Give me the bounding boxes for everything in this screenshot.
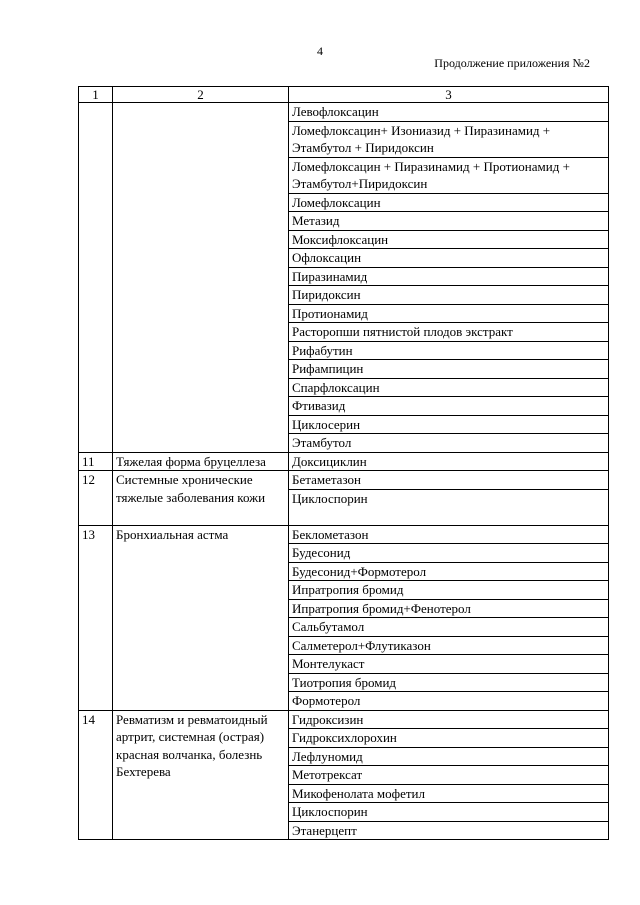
drug-cell: Гидроксизин — [289, 710, 609, 729]
header-row — [79, 87, 609, 103]
table-row — [79, 471, 609, 490]
table-row — [79, 452, 609, 471]
drug-cell: Формотерол — [289, 692, 609, 711]
drug-cell: Этанерцепт — [289, 821, 609, 840]
table-header — [79, 87, 609, 103]
row-number — [79, 103, 113, 453]
drug-cell: Метотрексат — [289, 766, 609, 785]
drug-cell: Тиотропия бромид — [289, 673, 609, 692]
drug-cell: Монтелукаст — [289, 655, 609, 674]
table-body — [79, 103, 609, 840]
table-row — [79, 710, 609, 729]
page-number: 4 — [317, 44, 323, 58]
table-row — [79, 525, 609, 544]
drug-cell: Пиридоксин — [289, 286, 609, 305]
condition-cell: Тяжелая форма бруцеллеза — [113, 452, 289, 471]
drug-cell: Будесонид — [289, 544, 609, 563]
condition-cell: Ревматизм и ревматоидный артрит, системная (острая) красная волчанка, болезнь Бехтерева — [113, 710, 289, 840]
drug-cell: Ипратропия бромид+Фенотерол — [289, 599, 609, 618]
drug-cell: Циклоспорин — [289, 803, 609, 822]
column-header-number: 1 — [79, 87, 113, 103]
column-header-drugs: 3 — [289, 87, 609, 103]
drug-cell: Фтивазид — [289, 397, 609, 416]
condition-cell: Бронхиальная астма — [113, 525, 289, 710]
drug-cell: Циклосерин — [289, 415, 609, 434]
row-number: 11 — [79, 452, 113, 471]
condition-cell: Системные хронические тяжелые заболевания кожи — [113, 471, 289, 526]
condition-cell — [113, 103, 289, 453]
drug-cell: Офлоксацин — [289, 249, 609, 268]
drug-cell: Сальбутамол — [289, 618, 609, 637]
drug-cell: Метазид — [289, 212, 609, 231]
drug-cell: Гидроксихлорохин — [289, 729, 609, 748]
drug-cell: Микофенолата мофетил — [289, 784, 609, 803]
row-number: 12 — [79, 471, 113, 526]
drug-cell: Расторопши пятнистой плодов экстракт — [289, 323, 609, 342]
column-header-condition: 2 — [113, 87, 289, 103]
drug-cell: Бетаметазон — [289, 471, 609, 490]
drug-cell: Этамбутол — [289, 434, 609, 453]
drug-cell: Левофлоксацин — [289, 103, 609, 122]
drug-cell: Ипратропия бромид — [289, 581, 609, 600]
drug-cell: Ломефлоксацин+ Изониазид + Пиразинамид + Этамбутол + Пиридоксин — [289, 121, 609, 157]
drug-cell: Спарфлоксацин — [289, 378, 609, 397]
drug-cell: Моксифлоксацин — [289, 230, 609, 249]
drug-cell: Протионамид — [289, 304, 609, 323]
continuation-label: Продолжение приложения №2 — [434, 56, 590, 70]
drug-table — [78, 86, 609, 840]
drug-cell: Беклометазон — [289, 525, 609, 544]
drug-cell: Доксициклин — [289, 452, 609, 471]
drug-cell: Салметерол+Флутиказон — [289, 636, 609, 655]
table-row — [79, 103, 609, 122]
drug-cell: Циклоспорин — [289, 489, 609, 525]
drug-cell: Рифабутин — [289, 341, 609, 360]
row-number: 14 — [79, 710, 113, 840]
row-number: 13 — [79, 525, 113, 710]
drug-cell: Рифампицин — [289, 360, 609, 379]
drug-cell: Лефлуномид — [289, 747, 609, 766]
drug-cell: Пиразинамид — [289, 267, 609, 286]
drug-cell: Ломефлоксацин — [289, 193, 609, 212]
drug-cell: Ломефлоксацин + Пиразинамид + Протионамид + Этамбутол+Пиридоксин — [289, 157, 609, 193]
drug-cell: Будесонид+Формотерол — [289, 562, 609, 581]
